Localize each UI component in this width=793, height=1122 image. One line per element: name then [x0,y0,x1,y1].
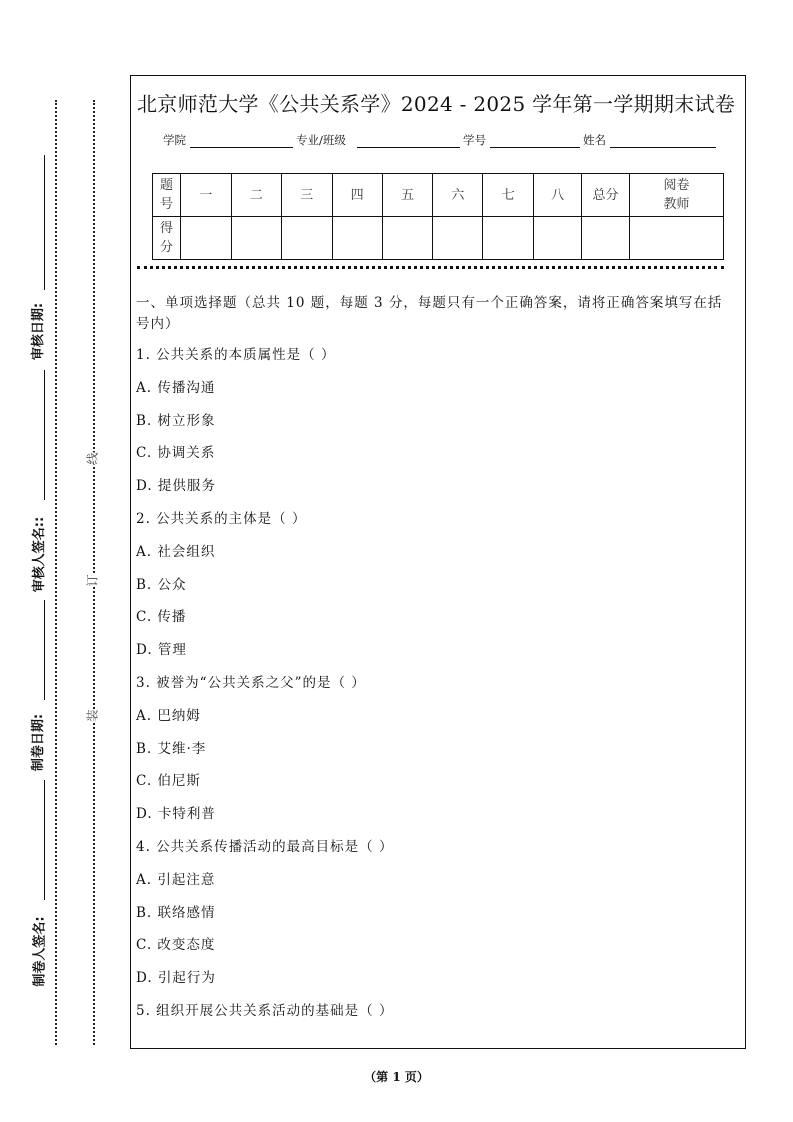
question-stem: 2. 公共关系的主体是（ ） [136,510,307,527]
score-row [153,217,724,260]
score-table [152,173,724,260]
score-header-row [153,174,724,217]
college-field[interactable] [190,147,293,148]
score-header-cell: 二 [231,174,281,217]
score-header-cell: 一 [180,174,231,217]
question-stem: 3. 被誉为“公共关系之父”的是（ ） [136,674,366,691]
signature-line [44,370,45,500]
score-cell[interactable] [483,217,534,260]
compiler-signature-label: 制卷人签名: [32,916,48,987]
score-cell[interactable] [332,217,382,260]
question-section [136,293,736,1034]
name-label: 姓名 [583,133,606,147]
binding-mark-install: 装 [85,709,100,722]
score-header-cell: 总分 [582,174,630,217]
score-header-cell: 五 [382,174,433,217]
score-header-cell: 题号 [153,174,181,217]
college-label: 学院 [163,133,186,147]
score-cell[interactable] [281,217,332,260]
score-row-label: 得分 [153,217,181,260]
binding-dotted-line [93,100,95,1045]
name-field[interactable] [610,147,716,148]
binding-mark-bind: 订 [85,574,100,587]
score-cell[interactable] [382,217,433,260]
score-cell[interactable] [582,217,630,260]
score-header-cell: 七 [483,174,534,217]
score-header-cell: 八 [534,174,582,217]
exam-title: 北京师范大学《公共关系学》2024 - 2025 学年第一学期期末试卷 [137,92,736,116]
answer-option: A. 传播沟通 [136,379,216,396]
score-cell[interactable] [630,217,724,260]
student-id-field[interactable] [490,147,580,148]
section-intro: 一、单项选择题（总共 10 题，每题 3 分，每题只有一个正确答案，请将正确答案填写在括号内） [136,295,723,332]
answer-option: D. 卡特利普 [136,806,216,823]
signature-line [44,155,45,290]
page-number: （第 1 页） [364,1070,429,1084]
review-date-label: 审核日期: [31,302,47,361]
answer-option: D. 管理 [136,642,187,659]
signature-line [44,600,45,700]
question-stem: 1. 公共关系的本质属性是（ ） [136,347,336,363]
question-stem: 5. 组织开展公共关系活动的基础是（ ） [136,1002,394,1019]
score-cell[interactable] [231,217,281,260]
score-header-cell: 阅卷教师 [630,174,724,217]
answer-option: C. 传播 [136,609,187,626]
signature-line [44,780,45,900]
major-label: 专业/班级 [296,133,346,147]
student-id-label: 学号 [463,133,486,147]
answer-option: D. 提供服务 [136,478,216,495]
score-cell[interactable] [180,217,231,260]
answer-option: D. 引起行为 [136,970,216,987]
score-header-cell: 四 [332,174,382,217]
answer-option: C. 改变态度 [136,937,216,954]
answer-option: A. 巴纳姆 [136,707,201,724]
section-divider [137,266,724,269]
answer-option: C. 伯尼斯 [136,773,201,790]
question-stem: 4. 公共关系传播活动的最高目标是（ ） [136,838,394,855]
answer-option: B. 树立形象 [136,412,216,429]
score-header-cell: 三 [281,174,332,217]
score-cell[interactable] [433,217,483,260]
reviewer-signature-label: 审核人签名:: [32,516,48,593]
binding-mark-line: 线 [85,452,100,465]
score-header-cell: 六 [433,174,483,217]
answer-option: B. 艾维·李 [136,740,207,757]
binding-dotted-line [55,100,57,1045]
answer-option: B. 公众 [136,576,187,593]
compile-date-label: 制卷日期: [31,713,47,772]
answer-option: C. 协调关系 [136,445,216,462]
answer-option: B. 联络感情 [136,904,216,921]
answer-option: A. 社会组织 [136,543,216,560]
answer-option: A. 引起注意 [136,871,216,888]
major-field[interactable] [357,147,460,148]
score-cell[interactable] [534,217,582,260]
